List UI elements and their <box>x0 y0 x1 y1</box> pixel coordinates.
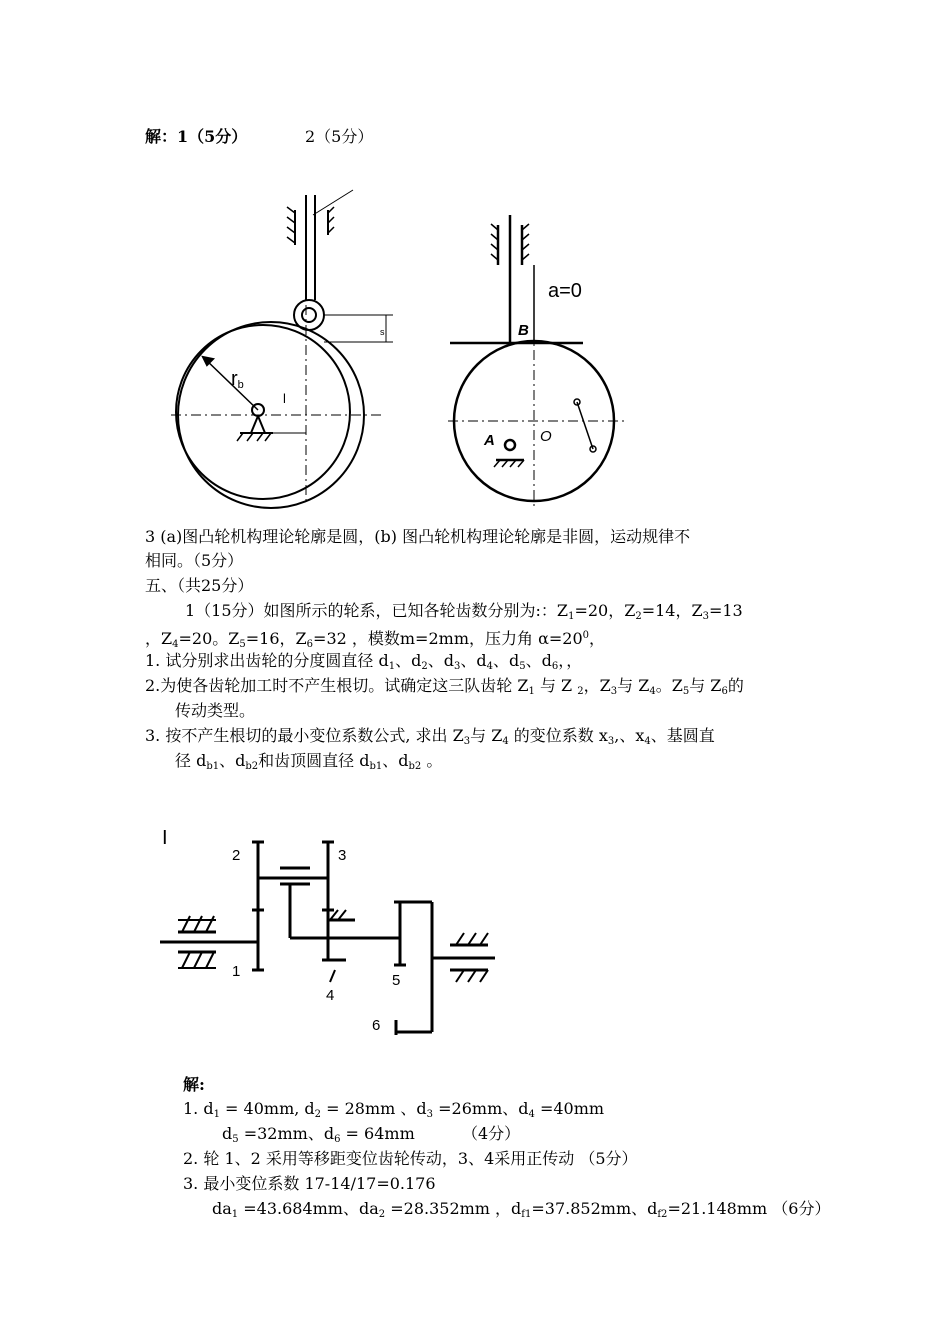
solution-1-line1: 1. $d_1 = 40mm$, $d_2 = 28mm$ 、$d_3 =26mm$、$d_4 =40mm$ <box>183 1099 605 1120</box>
answer3-line2: 相同。（5分） <box>145 551 244 570</box>
section5-intro-line2: ，$Z_4=20$。$Z_5=16$，$Z_6=32$ ，模数m=2mm，压力角 $\alpha=20^0$， <box>145 629 606 650</box>
question2: 2.为使各齿轮加工时不产生根切。试确定这三队齿轮 $Z_1$ 与 Z $_2$，$Z_3$与 $Z_4$。$Z_5$与 $Z_6$的 <box>145 676 744 697</box>
rb-label: rb <box>231 368 244 391</box>
point-A-label: A <box>484 432 495 449</box>
cam-figure-b <box>448 205 648 515</box>
solution-title: 解: <box>183 1075 205 1094</box>
answer3-line1: 3 (a)图凸轮机构理论轮廓是圆，(b) 图凸轮机构理论轮廓是非圆，运动规律不 <box>145 527 691 546</box>
point-O-label: O <box>540 428 552 445</box>
gear-train-figure <box>150 820 530 1050</box>
solution-3-values: $da_1 =43.684mm$、$da_2 =28.352mm$ ，$d_{f1}=37.852mm$、$d_{f2}=21.148mm$ （6分） <box>212 1199 831 1220</box>
question2-line2: 传动类型。 <box>175 701 256 720</box>
gear-label-2: 2 <box>232 847 241 864</box>
s-label: s <box>380 327 385 337</box>
section5-intro-line1: 1（15分）如图所示的轮系，已知各轮齿数分别为:：$Z_1=20$，$Z_2=14$，$Z_3=13$ <box>185 601 743 622</box>
point-B-label: B <box>518 322 529 339</box>
section5-title: 五、（共25分） <box>145 576 254 595</box>
solution-1-score: （4分） <box>462 1124 521 1143</box>
cam-figure-a <box>143 175 423 510</box>
solution-3: 3. 最小变位系数 17-14/17=0.176 <box>183 1174 436 1193</box>
solution-1-line2: $d_5 =32mm$、$d_6 = 64mm$ <box>222 1124 415 1145</box>
question1: 1. 试分别求出齿轮的分度圆直径 $d_1$、$d_2$、$d_3$、$d_4$、$d_5$、$d_6$，， <box>145 651 583 672</box>
solve-part2-label: 2（5分） <box>305 127 374 146</box>
text-cursor-mark: I <box>162 827 168 849</box>
question3-line2: 径 $d_{b1}$、$d_{b2}$和齿顶圆直径 $d_{b1}$、$d_{b2}$ 。 <box>175 751 443 772</box>
solve-part1-label: 解：1（5分） <box>145 127 248 146</box>
alpha-label: a=0 <box>548 280 582 302</box>
gear-label-5: 5 <box>392 972 401 989</box>
gear-label-4: 4 <box>326 987 335 1004</box>
gear-label-6: 6 <box>372 1017 381 1034</box>
gear-label-1: 1 <box>232 963 241 980</box>
gear-label-3: 3 <box>338 847 347 864</box>
solution-2: 2. 轮 1、2 采用等移距变位齿轮传动，3、4采用正传动 （5分） <box>183 1149 638 1168</box>
question3: 3. 按不产生根切的最小变位系数公式, 求出 $Z_3$与 $Z_4$ 的变位系数 $x_3$,、$x_4$、基圆直 <box>145 726 715 747</box>
solution-header <box>145 126 247 148</box>
eccentric-label: l <box>283 391 286 406</box>
